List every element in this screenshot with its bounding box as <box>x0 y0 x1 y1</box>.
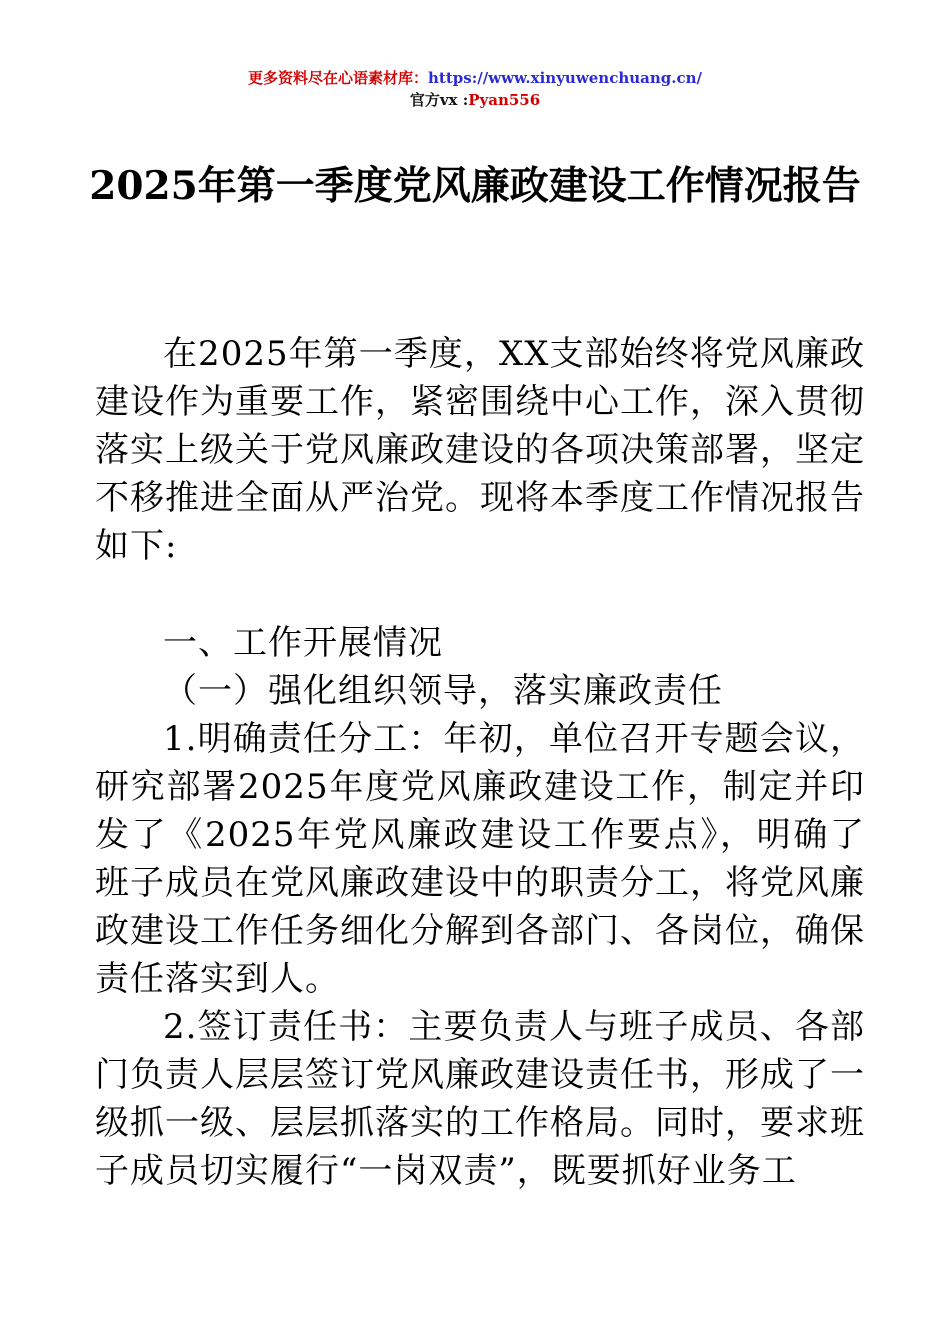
paragraph-gap <box>95 570 865 619</box>
source-banner <box>0 68 950 110</box>
banner-url-link[interactable]: https://www.xinyuwenchuang.cn/ <box>428 69 702 87</box>
document-body <box>95 330 865 1195</box>
item-paragraph-1: 1.明确责任分工：年初，单位召开专题会议，研究部署2025年度党风廉政建设工作，制定并印发了《2025年党风廉政建设工作要点》，明确了班子成员在党风廉政建设中的职责分工，将党风廉政建设工作任务细化分解到各部门、各岗位，确保责任落实到人。 <box>95 719 865 999</box>
subsection-heading: （一）强化组织领导，落实廉政责任 <box>163 671 723 711</box>
banner-vx-label: 官方vx : <box>409 91 469 109</box>
banner-vx-id: Pyan556 <box>468 91 541 109</box>
item-paragraph-2: 2.签订责任书：主要负责人与班子成员、各部门负责人层层签订党风廉政建设责任书，形成了一级抓一级、层层抓落实的工作格局。同时，要求班子成员切实履行“一岗双责”，既要抓好业务工 <box>95 1007 865 1191</box>
banner-prefix: 更多资料尽在心语素材库： <box>248 69 429 87</box>
banner-line-2 <box>0 90 950 110</box>
intro-paragraph: 在2025年第一季度，XX支部始终将党风廉政建设作为重要工作，紧密围绕中心工作，深入贯彻落实上级关于党风廉政建设的各项决策部署，坚定不移推进全面从严治党。现将本季度工作情况报告如下: <box>95 334 865 566</box>
banner-line-1 <box>0 68 950 88</box>
document-title: 2025年第一季度党风廉政建设工作情况报告 <box>89 163 861 209</box>
section-heading: 一、工作开展情况 <box>163 623 443 663</box>
